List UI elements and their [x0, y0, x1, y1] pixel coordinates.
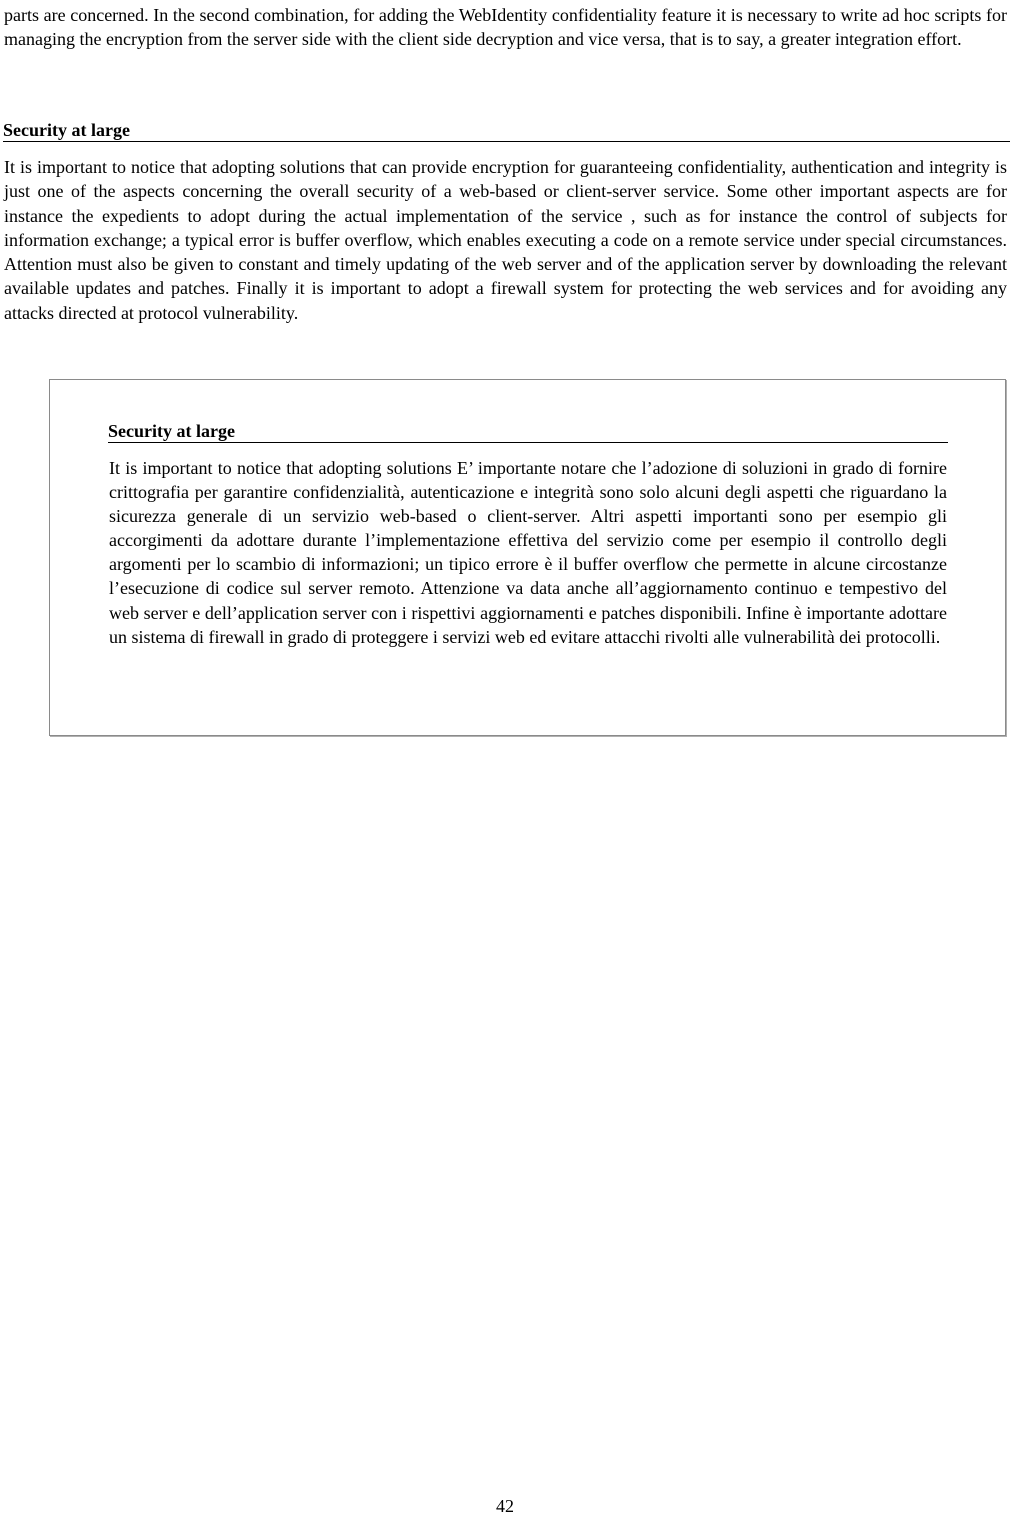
translation-box — [49, 379, 1006, 736]
section-heading: Security at large — [3, 119, 1010, 142]
intro-paragraph: parts are concerned. In the second combination, for adding the WebIdentity confidentiality feature it is necessary to write ad hoc scripts for managing the encryption from the server side with the client side decryption and vice versa, that is to say, a greater integration effort. — [4, 5, 1007, 50]
section-body-paragraph: It is important to notice that adopting solutions that can provide encryption for guaranteeing confidentiality, authentication and integrity is just one of the aspects concerning the overall security of a web-based or client-server service. Some other important aspects are for instance the expedients to adopt during the actual implementation of the service , such as for instance the control of subjects for information exchange; a typical error is buffer overflow, which enables executing a code on a remote service under special circumstances. Attention must also be given to constant and timely updating of the web server and of the application server by downloading the relevant available updates and patches. Finally it is important to adopt a firewall system for protecting the web services and for avoiding any attacks directed at protocol vulnerability. — [4, 157, 1007, 323]
box-heading: Security at large — [108, 420, 948, 443]
box-body-paragraph: It is important to notice that adopting solutions E’ importante notare che l’adozione di soluzioni in grado di fornire crittografia per garantire confidenzialità, autenticazione e integrità sono solo alcuni degli aspetti che riguardano la sicurezza generale di un servizio web-based o client-server. Altri aspetti importanti sono per esempio gli accorgimenti da adottare durante l’implementazione effettiva del servizio come per esempio il controllo degli argomenti per lo scambio di informazioni; un tipico errore è il buffer overflow che permette in alcune circostanze l’esecuzione di codice sul server remoto. Attenzione va data anche all’aggiornamento continuo e tempestivo del web server e dell’application server con i rispettivi aggiornamenti e patches disponibili. Infine è importante adottare un sistema di firewall in grado di proteggere i servizi web ed evitare attacchi rivolti alle vulnerabilità dei protocolli. — [109, 458, 947, 647]
page-number: 42 — [496, 1496, 514, 1516]
